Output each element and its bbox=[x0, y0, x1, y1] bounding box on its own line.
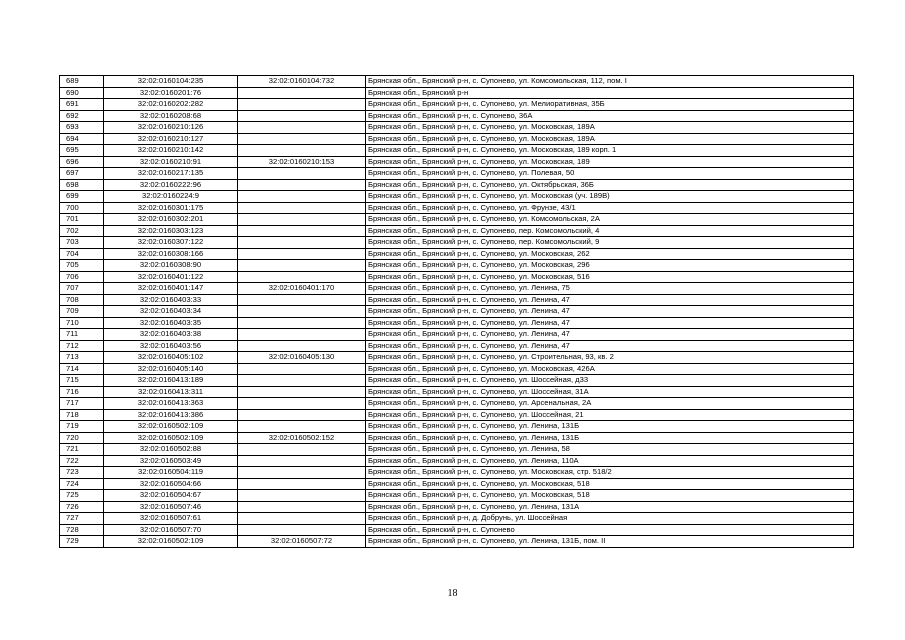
related-cadastral-number-cell: 32:02:0160405:130 bbox=[238, 352, 366, 364]
address-cell: Брянская обл., Брянский р-н, с. Супонево, ул. Московская, 516 bbox=[366, 271, 854, 283]
table-row bbox=[60, 444, 854, 456]
address-cell: Брянская обл., Брянский р-н, д. Добрунь, ул. Шоссейная bbox=[366, 513, 854, 525]
address-cell: Брянская обл., Брянский р-н, с. Супонево, ул. Комсомольская, 2А bbox=[366, 214, 854, 226]
cadastral-number-cell: 32:02:0160301:175 bbox=[104, 202, 238, 214]
address-cell: Брянская обл., Брянский р-н, с. Супонево, ул. Ленина, 47 bbox=[366, 294, 854, 306]
row-number-cell: 719 bbox=[60, 421, 104, 433]
cadastral-number-cell: 32:02:0160210:142 bbox=[104, 145, 238, 157]
cadastral-number-cell: 32:02:0160507:70 bbox=[104, 524, 238, 536]
related-cadastral-number-cell bbox=[238, 168, 366, 180]
cadastral-number-cell: 32:02:0160502:109 bbox=[104, 536, 238, 548]
address-cell: Брянская обл., Брянский р-н, с. Супонево, ул. Ленина, 47 bbox=[366, 340, 854, 352]
cadastral-number-cell: 32:02:0160307:122 bbox=[104, 237, 238, 249]
row-number-cell: 709 bbox=[60, 306, 104, 318]
table-row bbox=[60, 409, 854, 421]
cadastral-number-cell: 32:02:0160403:56 bbox=[104, 340, 238, 352]
address-cell: Брянская обл., Брянский р-н, с. Супонево, ул. Ленина, 75 bbox=[366, 283, 854, 295]
address-cell: Брянская обл., Брянский р-н, с. Супонево, пер. Комсомольский, 9 bbox=[366, 237, 854, 249]
cadastral-number-cell: 32:02:0160222:96 bbox=[104, 179, 238, 191]
row-number-cell: 716 bbox=[60, 386, 104, 398]
related-cadastral-number-cell bbox=[238, 386, 366, 398]
table-row bbox=[60, 225, 854, 237]
row-number-cell: 694 bbox=[60, 133, 104, 145]
related-cadastral-number-cell bbox=[238, 294, 366, 306]
cadastral-number-cell: 32:02:0160302:201 bbox=[104, 214, 238, 226]
row-number-cell: 698 bbox=[60, 179, 104, 191]
table-row bbox=[60, 248, 854, 260]
address-cell: Брянская обл., Брянский р-н, с. Супонево, ул. Шоссейная, 21 bbox=[366, 409, 854, 421]
table-row bbox=[60, 260, 854, 272]
address-cell: Брянская обл., Брянский р-н, с. Супонево, пер. Комсомольский, 4 bbox=[366, 225, 854, 237]
address-cell: Брянская обл., Брянский р-н, с. Супонево, ул. Ленина, 131А bbox=[366, 501, 854, 513]
related-cadastral-number-cell bbox=[238, 317, 366, 329]
cadastral-table-body bbox=[60, 76, 854, 548]
cadastral-number-cell: 32:02:0160405:140 bbox=[104, 363, 238, 375]
cadastral-number-cell: 32:02:0160403:33 bbox=[104, 294, 238, 306]
cadastral-number-cell: 32:02:0160210:126 bbox=[104, 122, 238, 134]
address-cell: Брянская обл., Брянский р-н, с. Супонево, ул. Ленина, 47 bbox=[366, 317, 854, 329]
address-cell: Брянская обл., Брянский р-н, с. Супонево, ул. Ленина, 110А bbox=[366, 455, 854, 467]
table-row bbox=[60, 237, 854, 249]
row-number-cell: 712 bbox=[60, 340, 104, 352]
table-row bbox=[60, 421, 854, 433]
related-cadastral-number-cell bbox=[238, 133, 366, 145]
related-cadastral-number-cell bbox=[238, 122, 366, 134]
row-number-cell: 691 bbox=[60, 99, 104, 111]
table-row bbox=[60, 317, 854, 329]
row-number-cell: 715 bbox=[60, 375, 104, 387]
related-cadastral-number-cell bbox=[238, 110, 366, 122]
address-cell: Брянская обл., Брянский р-н, с. Супонево, ул. Московская, 189 корп. 1 bbox=[366, 145, 854, 157]
row-number-cell: 690 bbox=[60, 87, 104, 99]
row-number-cell: 699 bbox=[60, 191, 104, 203]
related-cadastral-number-cell bbox=[238, 87, 366, 99]
address-cell: Брянская обл., Брянский р-н, с. Супонево, ул. Московская, 296 bbox=[366, 260, 854, 272]
row-number-cell: 702 bbox=[60, 225, 104, 237]
cadastral-number-cell: 32:02:0160413:363 bbox=[104, 398, 238, 410]
related-cadastral-number-cell bbox=[238, 214, 366, 226]
address-cell: Брянская обл., Брянский р-н, с. Супонево bbox=[366, 524, 854, 536]
related-cadastral-number-cell: 32:02:0160401:170 bbox=[238, 283, 366, 295]
related-cadastral-number-cell bbox=[238, 444, 366, 456]
address-cell: Брянская обл., Брянский р-н, с. Супонево, ул. Октябрьская, 36Б bbox=[366, 179, 854, 191]
table-row bbox=[60, 202, 854, 214]
table-row bbox=[60, 340, 854, 352]
table-row bbox=[60, 145, 854, 157]
address-cell: Брянская обл., Брянский р-н, с. Супонево, ул. Московская (уч. 189В) bbox=[366, 191, 854, 203]
related-cadastral-number-cell bbox=[238, 363, 366, 375]
page-number: 18 bbox=[447, 588, 458, 599]
table-row bbox=[60, 513, 854, 525]
row-number-cell: 714 bbox=[60, 363, 104, 375]
address-cell: Брянская обл., Брянский р-н, с. Супонево, ул. Комсомольская, 112, пом. I bbox=[366, 76, 854, 88]
row-number-cell: 707 bbox=[60, 283, 104, 295]
cadastral-number-cell: 32:02:0160413:189 bbox=[104, 375, 238, 387]
cadastral-number-cell: 32:02:0160403:35 bbox=[104, 317, 238, 329]
table-row bbox=[60, 110, 854, 122]
cadastral-number-cell: 32:02:0160403:38 bbox=[104, 329, 238, 341]
table-row bbox=[60, 306, 854, 318]
cadastral-number-cell: 32:02:0160210:127 bbox=[104, 133, 238, 145]
related-cadastral-number-cell bbox=[238, 329, 366, 341]
cadastral-number-cell: 32:02:0160403:34 bbox=[104, 306, 238, 318]
cadastral-number-cell: 32:02:0160224:9 bbox=[104, 191, 238, 203]
cadastral-number-cell: 32:02:0160308:90 bbox=[104, 260, 238, 272]
related-cadastral-number-cell bbox=[238, 455, 366, 467]
cadastral-number-cell: 32:02:0160217:135 bbox=[104, 168, 238, 180]
row-number-cell: 706 bbox=[60, 271, 104, 283]
row-number-cell: 711 bbox=[60, 329, 104, 341]
table-row bbox=[60, 432, 854, 444]
related-cadastral-number-cell bbox=[238, 237, 366, 249]
row-number-cell: 725 bbox=[60, 490, 104, 502]
table-row bbox=[60, 294, 854, 306]
related-cadastral-number-cell bbox=[238, 398, 366, 410]
cadastral-number-cell: 32:02:0160504:66 bbox=[104, 478, 238, 490]
related-cadastral-number-cell bbox=[238, 225, 366, 237]
related-cadastral-number-cell bbox=[238, 145, 366, 157]
related-cadastral-number-cell bbox=[238, 524, 366, 536]
address-cell: Брянская обл., Брянский р-н, с. Супонево, ул. Московская, 518 bbox=[366, 478, 854, 490]
address-cell: Брянская обл., Брянский р-н, с. Супонево, ул. Арсенальная, 2А bbox=[366, 398, 854, 410]
address-cell: Брянская обл., Брянский р-н, с. Супонево, ул. Московская, стр. 518/2 bbox=[366, 467, 854, 479]
cadastral-number-cell: 32:02:0160308:166 bbox=[104, 248, 238, 260]
row-number-cell: 701 bbox=[60, 214, 104, 226]
row-number-cell: 724 bbox=[60, 478, 104, 490]
row-number-cell: 705 bbox=[60, 260, 104, 272]
related-cadastral-number-cell bbox=[238, 501, 366, 513]
address-cell: Брянская обл., Брянский р-н, с. Супонево, ул. Московская, 426А bbox=[366, 363, 854, 375]
table-row bbox=[60, 490, 854, 502]
related-cadastral-number-cell bbox=[238, 467, 366, 479]
table-row bbox=[60, 283, 854, 295]
cadastral-number-cell: 32:02:0160502:109 bbox=[104, 432, 238, 444]
address-cell: Брянская обл., Брянский р-н, с. Супонево, ул. Шоссейная, д33 bbox=[366, 375, 854, 387]
cadastral-number-cell: 32:02:0160413:386 bbox=[104, 409, 238, 421]
related-cadastral-number-cell bbox=[238, 421, 366, 433]
table-row bbox=[60, 363, 854, 375]
related-cadastral-number-cell bbox=[238, 375, 366, 387]
cadastral-number-cell: 32:02:0160201:76 bbox=[104, 87, 238, 99]
related-cadastral-number-cell bbox=[238, 513, 366, 525]
related-cadastral-number-cell: 32:02:0160210:153 bbox=[238, 156, 366, 168]
address-cell: Брянская обл., Брянский р-н, с. Супонево, ул. Московская, 189 bbox=[366, 156, 854, 168]
table-row bbox=[60, 386, 854, 398]
table-row bbox=[60, 455, 854, 467]
table-row bbox=[60, 478, 854, 490]
related-cadastral-number-cell bbox=[238, 202, 366, 214]
cadastral-number-cell: 32:02:0160401:147 bbox=[104, 283, 238, 295]
address-cell: Брянская обл., Брянский р-н, с. Супонево, ул. Московская, 189А bbox=[366, 133, 854, 145]
address-cell: Брянская обл., Брянский р-н, с. Супонево, ул. Московская, 189А bbox=[366, 122, 854, 134]
row-number-cell: 696 bbox=[60, 156, 104, 168]
cadastral-number-cell: 32:02:0160208:68 bbox=[104, 110, 238, 122]
table-row bbox=[60, 87, 854, 99]
table-row bbox=[60, 214, 854, 226]
row-number-cell: 689 bbox=[60, 76, 104, 88]
related-cadastral-number-cell bbox=[238, 478, 366, 490]
cadastral-number-cell: 32:02:0160202:282 bbox=[104, 99, 238, 111]
cadastral-number-cell: 32:02:0160401:122 bbox=[104, 271, 238, 283]
cadastral-number-cell: 32:02:0160405:102 bbox=[104, 352, 238, 364]
table-row bbox=[60, 352, 854, 364]
table-row bbox=[60, 467, 854, 479]
table-row bbox=[60, 524, 854, 536]
related-cadastral-number-cell bbox=[238, 260, 366, 272]
address-cell: Брянская обл., Брянский р-н, с. Супонево, ул. Ленина, 131Б bbox=[366, 421, 854, 433]
related-cadastral-number-cell bbox=[238, 306, 366, 318]
table-row bbox=[60, 179, 854, 191]
row-number-cell: 700 bbox=[60, 202, 104, 214]
cadastral-number-cell: 32:02:0160502:88 bbox=[104, 444, 238, 456]
address-cell: Брянская обл., Брянский р-н, с. Супонево, ул. Московская, 262 bbox=[366, 248, 854, 260]
row-number-cell: 721 bbox=[60, 444, 104, 456]
cadastral-number-cell: 32:02:0160210:91 bbox=[104, 156, 238, 168]
related-cadastral-number-cell bbox=[238, 340, 366, 352]
row-number-cell: 693 bbox=[60, 122, 104, 134]
row-number-cell: 726 bbox=[60, 501, 104, 513]
cadastral-number-cell: 32:02:0160303:123 bbox=[104, 225, 238, 237]
row-number-cell: 722 bbox=[60, 455, 104, 467]
cadastral-number-cell: 32:02:0160104:235 bbox=[104, 76, 238, 88]
address-cell: Брянская обл., Брянский р-н, с. Супонево, ул. Полевая, 50 bbox=[366, 168, 854, 180]
table-row bbox=[60, 133, 854, 145]
address-cell: Брянская обл., Брянский р-н bbox=[366, 87, 854, 99]
address-cell: Брянская обл., Брянский р-н, с. Супонево, ул. Ленина, 47 bbox=[366, 329, 854, 341]
related-cadastral-number-cell bbox=[238, 248, 366, 260]
row-number-cell: 729 bbox=[60, 536, 104, 548]
row-number-cell: 697 bbox=[60, 168, 104, 180]
row-number-cell: 723 bbox=[60, 467, 104, 479]
table-row bbox=[60, 156, 854, 168]
table-row bbox=[60, 76, 854, 88]
related-cadastral-number-cell bbox=[238, 409, 366, 421]
row-number-cell: 720 bbox=[60, 432, 104, 444]
cadastral-number-cell: 32:02:0160503:49 bbox=[104, 455, 238, 467]
address-cell: Брянская обл., Брянский р-н, с. Супонево, ул. Фрунзе, 43/1 bbox=[366, 202, 854, 214]
address-cell: Брянская обл., Брянский р-н, с. Супонево, 36А bbox=[366, 110, 854, 122]
related-cadastral-number-cell bbox=[238, 179, 366, 191]
row-number-cell: 727 bbox=[60, 513, 104, 525]
related-cadastral-number-cell: 32:02:0160507:72 bbox=[238, 536, 366, 548]
related-cadastral-number-cell bbox=[238, 191, 366, 203]
table-row bbox=[60, 271, 854, 283]
row-number-cell: 704 bbox=[60, 248, 104, 260]
row-number-cell: 708 bbox=[60, 294, 104, 306]
cadastral-number-cell: 32:02:0160413:311 bbox=[104, 386, 238, 398]
address-cell: Брянская обл., Брянский р-н, с. Супонево, ул. Ленина, 47 bbox=[366, 306, 854, 318]
table-row bbox=[60, 536, 854, 548]
row-number-cell: 703 bbox=[60, 237, 104, 249]
address-cell: Брянская обл., Брянский р-н, с. Супонево, ул. Ленина, 131Б, пом. II bbox=[366, 536, 854, 548]
table-row bbox=[60, 122, 854, 134]
address-cell: Брянская обл., Брянский р-н, с. Супонево, ул. Ленина, 131Б bbox=[366, 432, 854, 444]
related-cadastral-number-cell bbox=[238, 490, 366, 502]
table-row bbox=[60, 501, 854, 513]
table-row bbox=[60, 168, 854, 180]
row-number-cell: 713 bbox=[60, 352, 104, 364]
related-cadastral-number-cell bbox=[238, 99, 366, 111]
row-number-cell: 717 bbox=[60, 398, 104, 410]
row-number-cell: 718 bbox=[60, 409, 104, 421]
row-number-cell: 695 bbox=[60, 145, 104, 157]
address-cell: Брянская обл., Брянский р-н, с. Супонево, ул. Строительная, 93, кв. 2 bbox=[366, 352, 854, 364]
row-number-cell: 692 bbox=[60, 110, 104, 122]
cadastral-number-cell: 32:02:0160502:109 bbox=[104, 421, 238, 433]
cadastral-number-cell: 32:02:0160504:67 bbox=[104, 490, 238, 502]
related-cadastral-number-cell bbox=[238, 271, 366, 283]
table-row bbox=[60, 398, 854, 410]
cadastral-table bbox=[59, 75, 854, 548]
cadastral-number-cell: 32:02:0160507:46 bbox=[104, 501, 238, 513]
table-row bbox=[60, 329, 854, 341]
table-row bbox=[60, 375, 854, 387]
related-cadastral-number-cell: 32:02:0160104:732 bbox=[238, 76, 366, 88]
row-number-cell: 710 bbox=[60, 317, 104, 329]
row-number-cell: 728 bbox=[60, 524, 104, 536]
table-row bbox=[60, 191, 854, 203]
table-row bbox=[60, 99, 854, 111]
address-cell: Брянская обл., Брянский р-н, с. Супонево, ул. Ленина, 58 bbox=[366, 444, 854, 456]
address-cell: Брянская обл., Брянский р-н, с. Супонево, ул. Шоссейная, 31А bbox=[366, 386, 854, 398]
cadastral-number-cell: 32:02:0160507:61 bbox=[104, 513, 238, 525]
related-cadastral-number-cell: 32:02:0160502:152 bbox=[238, 432, 366, 444]
address-cell: Брянская обл., Брянский р-н, с. Супонево, ул. Мелиоративная, 35Б bbox=[366, 99, 854, 111]
cadastral-number-cell: 32:02:0160504:119 bbox=[104, 467, 238, 479]
address-cell: Брянская обл., Брянский р-н, с. Супонево, ул. Московская, 518 bbox=[366, 490, 854, 502]
